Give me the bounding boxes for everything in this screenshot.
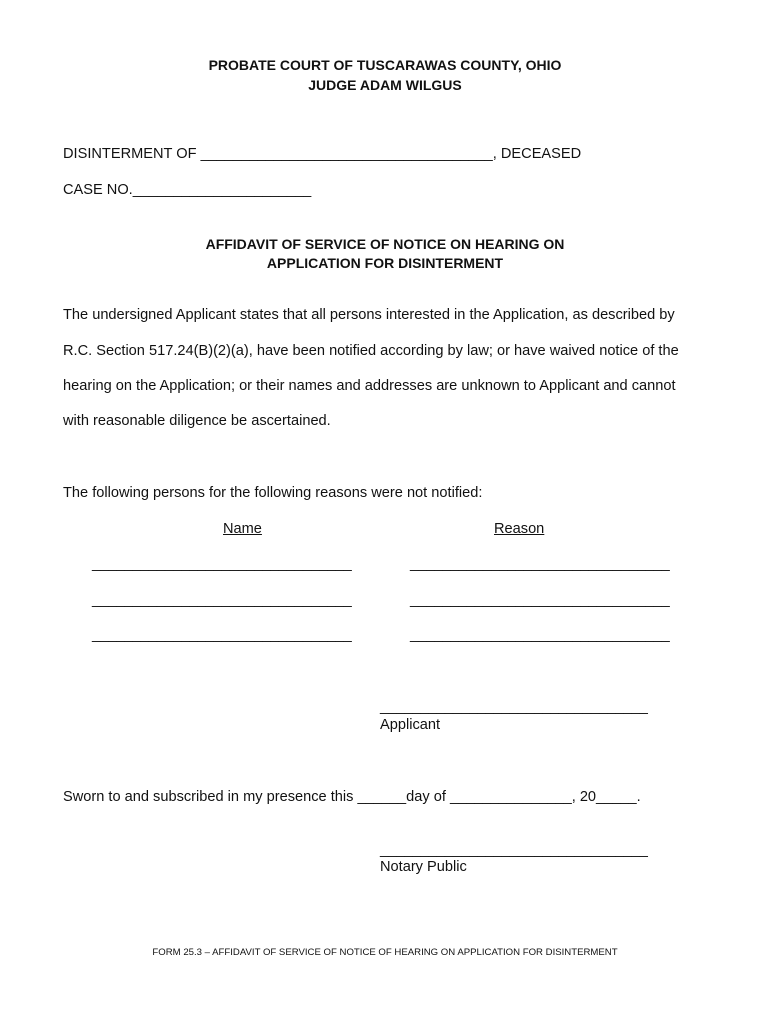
statement-line: R.C. Section 517.24(B)(2)(a), have been notified according by law; or have waived notice of the [63, 343, 679, 359]
statement-line: The undersigned Applicant states that all persons interested in the Application, as described by [63, 307, 675, 323]
not-notified-name-field[interactable]: ________________________________ [92, 556, 352, 572]
not-notified-reason-field[interactable]: ________________________________ [410, 592, 670, 608]
applicant-label: Applicant [380, 717, 441, 733]
not-notified-reason-field[interactable]: ________________________________ [410, 627, 670, 643]
not-notified-reason-field[interactable]: ________________________________ [410, 556, 670, 572]
deceased-name-field[interactable]: ____________________________________ [200, 146, 493, 162]
affidavit-title-line2: APPLICATION FOR DISINTERMENT [266, 255, 504, 271]
court-name: PROBATE COURT OF TUSCARAWAS COUNTY, OHIO [208, 57, 562, 73]
disinterment-suffix: , DECEASED [492, 146, 582, 162]
disinterment-caption [63, 146, 581, 162]
statement-line: hearing on the Application; or their names and addresses are unknown to Applicant and cannot [63, 378, 676, 394]
case-number-field[interactable]: CASE NO.______________________ [63, 182, 312, 198]
not-notified-name-field[interactable]: ________________________________ [92, 627, 352, 643]
affidavit-title-line1: AFFIDAVIT OF SERVICE OF NOTICE ON HEARING ON [205, 236, 565, 252]
statement-line: with reasonable diligence be ascertained. [63, 413, 331, 429]
form-footer: FORM 25.3 – AFFIDAVIT OF SERVICE OF NOTICE OF HEARING ON APPLICATION FOR DISINTERMENT [152, 947, 618, 958]
judge-name: JUDGE ADAM WILGUS [308, 77, 462, 93]
notary-label: Notary Public [380, 859, 467, 875]
sworn-statement[interactable]: Sworn to and subscribed in my presence this ______day of _______________, 20_____. [63, 789, 641, 805]
reason-column-header: Reason [494, 521, 545, 537]
name-column-header: Name [223, 521, 262, 537]
disinterment-prefix: DISINTERMENT OF [63, 146, 197, 162]
notary-signature-field[interactable]: _________________________________ [380, 842, 648, 858]
applicant-signature-field[interactable]: _________________________________ [380, 699, 648, 715]
not-notified-name-field[interactable]: ________________________________ [92, 592, 352, 608]
not-notified-intro: The following persons for the following reasons were not notified: [63, 485, 483, 501]
